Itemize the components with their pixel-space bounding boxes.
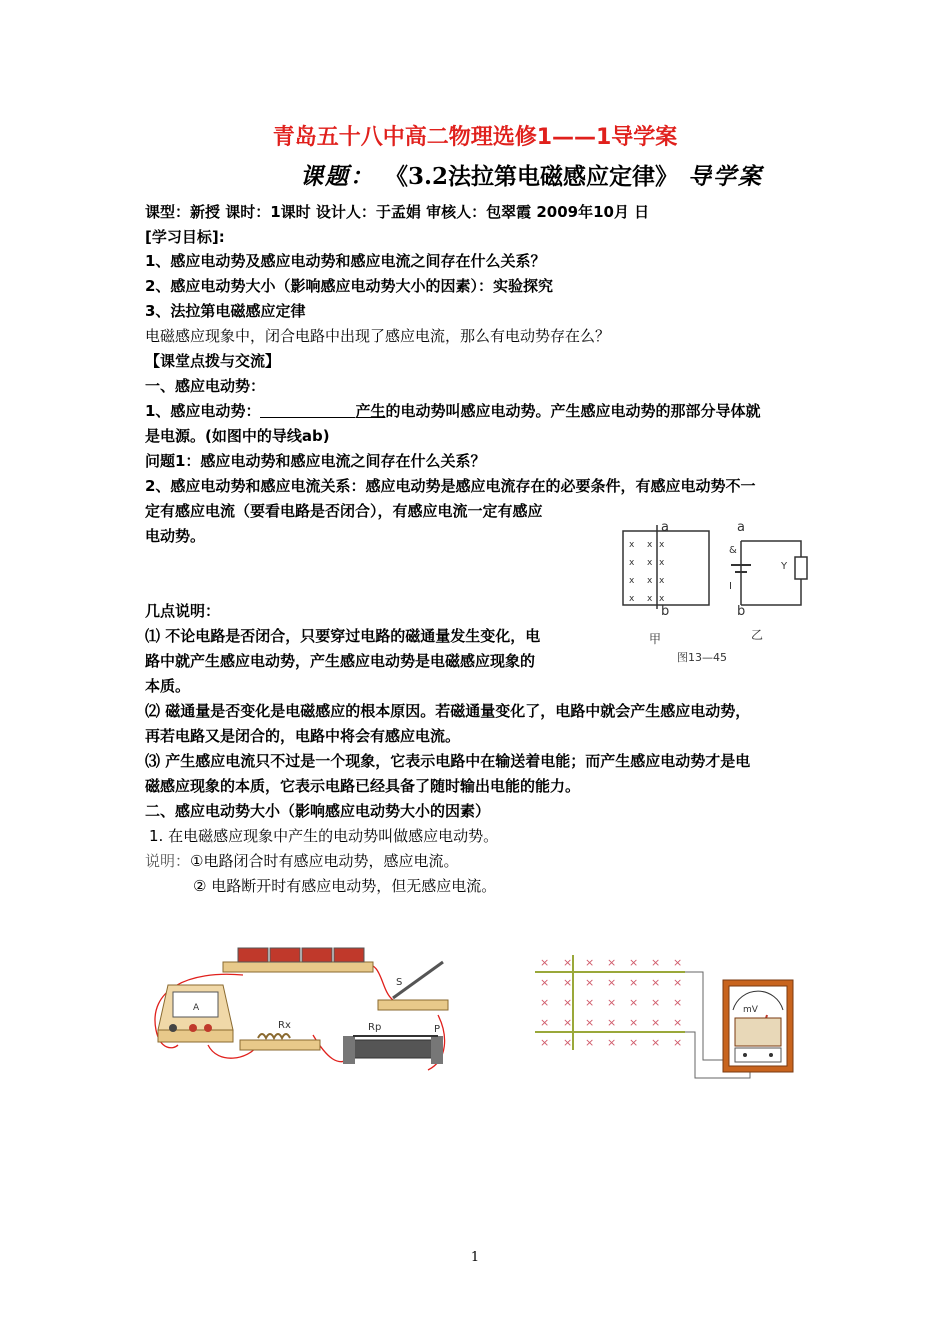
label-b-right: b — [737, 604, 746, 619]
svg-text:×: × — [673, 976, 683, 989]
label-ammeter: A — [193, 1003, 200, 1013]
svg-text:×: × — [585, 1016, 595, 1029]
svg-text:×: × — [651, 956, 661, 969]
svg-text:×: × — [607, 956, 617, 969]
svg-text:×: × — [651, 1036, 661, 1049]
objectives-heading: [学习目标]: — [145, 228, 225, 246]
lesson-info: 课型：新授 课时：1课时 设计人：于孟娟 审核人：包翠霞 2009年10月 日 — [145, 203, 650, 221]
svg-text:×: × — [585, 976, 595, 989]
s2-item1: 1. 在电磁感应现象中产生的电动势叫做感应电动势。 — [149, 827, 499, 845]
note2-line1: ⑵ 磁通量是否变化是电磁感应的根本原因。若磁通量变化了，电路中就会产生感应电动势， — [145, 702, 751, 720]
lesson-title-prefix: 课题： — [300, 163, 375, 190]
svg-text:×: × — [540, 1016, 550, 1029]
s2-note-label: 说明： — [145, 852, 191, 870]
note3-line2: 磁感应现象的本质，它表示电路已经具备了随时输出电能的能力。 — [145, 777, 581, 795]
label-mv: mV — [743, 1005, 758, 1015]
section1-heading: 一、感应电动势： — [145, 377, 266, 395]
objective-2: 2、感应电动势大小（影响感应电动势大小的因素）：实验探究 — [145, 277, 553, 295]
svg-text:×: × — [607, 1036, 617, 1049]
svg-text:x: x — [647, 558, 653, 568]
label-a-left: a — [661, 520, 669, 535]
svg-text:&: & — [729, 545, 737, 556]
objective-3: 3、法拉第电磁感应定律 — [145, 302, 306, 320]
svg-text:×: × — [540, 976, 550, 989]
svg-text:×: × — [540, 956, 550, 969]
svg-text:×: × — [629, 996, 639, 1009]
svg-text:×: × — [563, 956, 573, 969]
label-a-right: a — [737, 520, 745, 535]
question-1: 问题1：感应电动势和感应电流之间存在什么关系？ — [145, 452, 486, 470]
svg-text:×: × — [540, 996, 550, 1009]
lesson-title — [300, 158, 763, 191]
galvanometer — [723, 980, 793, 1072]
svg-text:×: × — [563, 1036, 573, 1049]
lesson-title-suffix: 导学案 — [688, 163, 764, 190]
svg-text:×: × — [585, 1036, 595, 1049]
objective-1: 1、感应电动势及感应电动势和感应电流之间存在什么关系？ — [145, 252, 546, 270]
svg-text:x: x — [629, 576, 635, 586]
svg-text:x: x — [647, 594, 653, 604]
note1-line2: 路中就产生感应电动势，产生感应电动势是电磁感应现象的 — [145, 652, 536, 670]
caption-yi: 乙 — [751, 628, 764, 642]
svg-text:x: x — [629, 540, 635, 550]
note1-line1: ⑴ 不论电路是否闭合，只要穿过电路的磁通量发生变化，电 — [145, 627, 541, 645]
s1-item1-line2: 是电源。(如图中的导线ab) — [145, 427, 330, 445]
fill-blank[interactable] — [260, 402, 355, 418]
caption-jia: 甲 — [649, 632, 662, 646]
svg-text:I: I — [729, 581, 732, 592]
intro-question: 电磁感应现象中，闭合电路中出现了感应电流，那么有电动势存在么？ — [145, 327, 611, 345]
label-s: S — [396, 977, 403, 988]
svg-text:x: x — [659, 594, 665, 604]
svg-text:×: × — [585, 956, 595, 969]
svg-text:×: × — [651, 996, 661, 1009]
note2-line2: 再若电路又是闭合的，电路中将会有感应电流。 — [145, 727, 461, 745]
svg-text:×: × — [607, 996, 617, 1009]
svg-text:×: × — [607, 976, 617, 989]
battery-pack — [223, 948, 373, 972]
svg-text:×: × — [651, 976, 661, 989]
s1-item1-pre: 1、感应电动势： — [145, 402, 261, 420]
svg-text:x: x — [659, 558, 665, 568]
figure-yi — [729, 520, 807, 642]
resistor-icon — [795, 557, 807, 579]
svg-text:Y: Y — [781, 561, 788, 572]
svg-text:×: × — [673, 996, 683, 1009]
svg-text:×: × — [607, 1016, 617, 1029]
svg-text:×: × — [540, 1036, 550, 1049]
svg-text:×: × — [673, 1016, 683, 1029]
page-number: 1 — [470, 1250, 480, 1265]
s2-note-1 — [145, 851, 810, 871]
svg-text:×: × — [629, 1016, 639, 1029]
svg-text:×: × — [651, 1016, 661, 1029]
figure-jia — [623, 520, 709, 646]
label-rx: Rx — [278, 1020, 291, 1031]
note3-line1: ⑶ 产生感应电流只不过是一个现象，它表示电路中在输送着电能；而产生感应电动势才是电 — [145, 752, 751, 770]
svg-text:×: × — [673, 956, 683, 969]
svg-text:x: x — [629, 594, 635, 604]
s1-item2-line2: 定有感应电流（要看电路是否闭合），有感应电流一定有感应 — [145, 502, 543, 520]
rheostat-rp — [343, 1022, 443, 1064]
label-b-left: b — [661, 604, 670, 619]
label-p: P — [434, 1024, 441, 1035]
notes-heading: 几点说明： — [145, 602, 221, 620]
note1-line3: 本质。 — [145, 677, 191, 695]
svg-text:x: x — [647, 540, 653, 550]
s2-note-2: ② 电路断开时有感应电动势，但无感应电流。 — [193, 877, 497, 895]
ammeter — [158, 985, 233, 1042]
section2-heading: 二、感应电动势大小（影响感应电动势大小的因素） — [145, 802, 491, 820]
svg-text:×: × — [563, 976, 573, 989]
figure-13-45 — [615, 517, 815, 672]
svg-text:×: × — [629, 956, 639, 969]
s1-item1-post: 的电动势叫感应电动势。产生感应电动势的那部分导体就 — [385, 402, 761, 420]
s2-note1-text: ①电路闭合时有感应电动势，感应电流。 — [190, 852, 459, 870]
figure-caption: 图13—45 — [677, 651, 727, 664]
page-title: 青岛五十八中高二物理选修1——1导学案 — [272, 125, 678, 150]
label-rp: Rp — [368, 1022, 382, 1033]
s1-item2-line3: 电动势。 — [145, 527, 206, 545]
svg-text:×: × — [585, 996, 595, 1009]
s1-item2-line1: 2、感应电动势和感应电流关系：感应电动势是感应电流存在的必要条件，有感应电动势不一 — [145, 477, 756, 495]
svg-text:x: x — [659, 576, 665, 586]
magnetic-field-figure — [535, 950, 805, 1085]
s1-item1-underlined: 产生 — [355, 402, 386, 420]
lesson-title-main: 《3.2法拉第电磁感应定律》 — [385, 163, 679, 190]
svg-text:×: × — [629, 976, 639, 989]
svg-text:x: x — [647, 576, 653, 586]
resistor-rx — [240, 1020, 320, 1050]
classroom-heading: 【课堂点拨与交流】 — [145, 352, 281, 370]
svg-text:x: x — [659, 540, 665, 550]
circuit-apparatus-figure — [148, 940, 468, 1100]
switch — [378, 962, 448, 1010]
svg-text:×: × — [629, 1036, 639, 1049]
svg-text:×: × — [673, 1036, 683, 1049]
s1-item1 — [145, 401, 810, 421]
svg-text:×: × — [563, 996, 573, 1009]
svg-text:×: × — [563, 1016, 573, 1029]
svg-text:x: x — [629, 558, 635, 568]
